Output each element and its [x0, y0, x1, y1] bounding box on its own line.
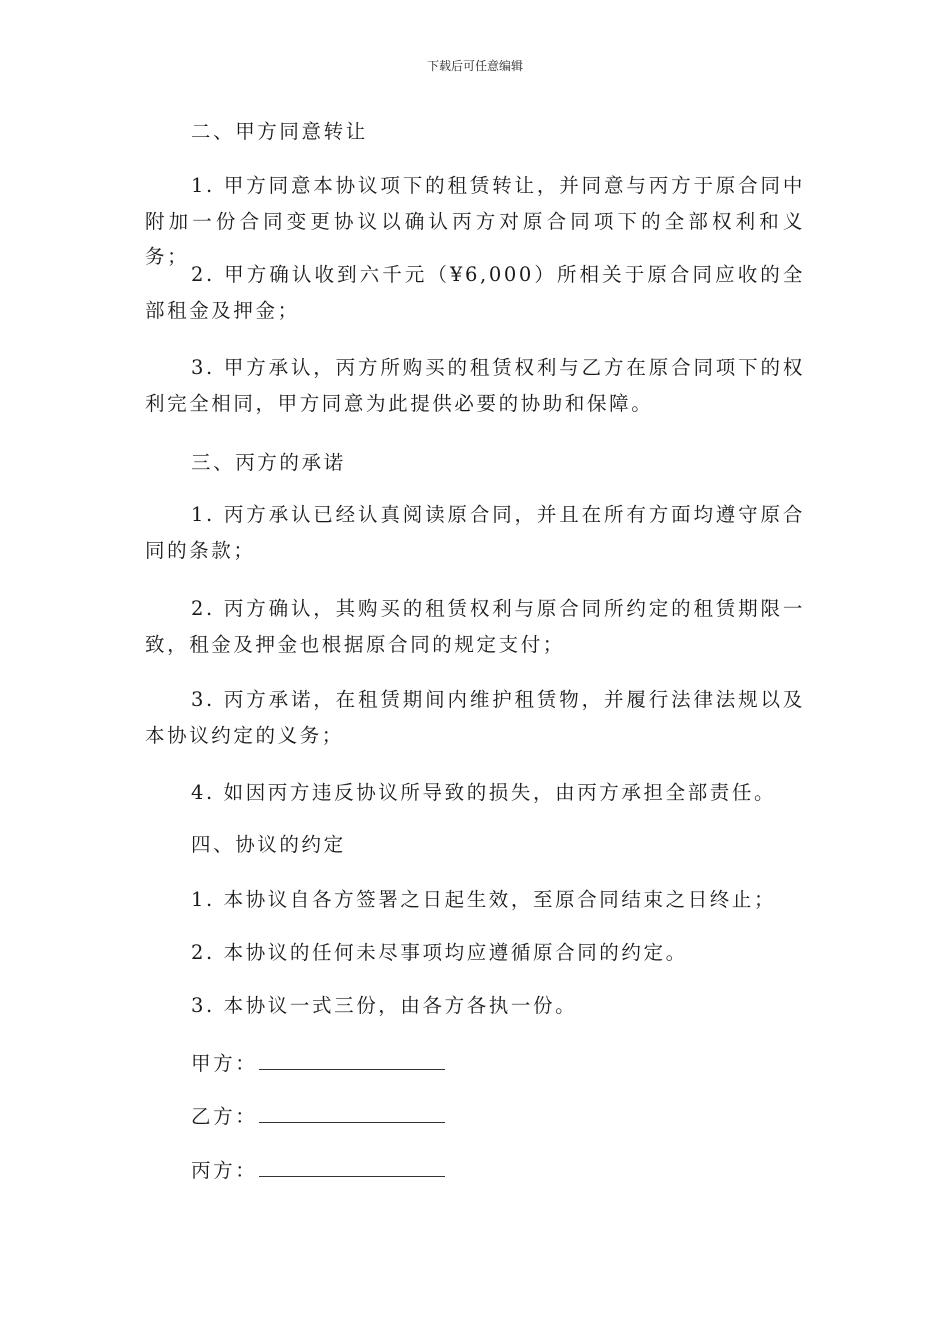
signature-label-b: 乙方：	[191, 1105, 258, 1128]
signature-line-b[interactable]	[259, 1104, 445, 1123]
signature-line-c[interactable]	[259, 1158, 445, 1177]
clause-2-2: 2. 甲方确认收到六千元（¥6,000）所相关于原合同应收的全部租金及押金；	[145, 263, 805, 322]
section-4-title: 四、协议的约定	[191, 833, 346, 856]
clause-3-2: 2. 丙方确认，其购买的租赁权利与原合同所约定的租赁期限一致，租金及押金也根据原合同的规定支付；	[145, 597, 805, 656]
clause-3-4: 4. 如因丙方违反协议所导致的损失，由丙方承担全部责任。	[191, 781, 777, 804]
section-2-title: 二、甲方同意转让	[191, 120, 368, 143]
clause-3-3: 3. 丙方承诺，在租赁期间内维护租赁物，并履行法律法规以及本协议约定的义务；	[145, 688, 805, 747]
clause-4-3: 3. 本协议一式三份，由各方各执一份。	[191, 994, 578, 1017]
signature-party-a	[191, 1049, 445, 1079]
clause-3-1: 1. 丙方承认已经认真阅读原合同，并且在所有方面均遵守原合同的条款；	[145, 503, 805, 562]
clause-4-2: 2. 本协议的任何未尽事项均应遵循原合同的约定。	[191, 941, 688, 964]
header-note: 下载后可任意编辑	[426, 59, 523, 73]
signature-label-a: 甲方：	[191, 1052, 258, 1075]
signature-party-c	[191, 1156, 445, 1186]
signature-line-a[interactable]	[259, 1051, 445, 1070]
section-3-title: 三、丙方的承诺	[191, 451, 346, 474]
signature-label-c: 丙方：	[191, 1159, 258, 1182]
clause-2-3: 3. 甲方承认，丙方所购买的租赁权利与乙方在原合同项下的权利完全相同，甲方同意为此提供必要的协助和保障。	[145, 356, 805, 415]
clause-2-1: 1. 甲方同意本协议项下的租赁转让，并同意与丙方于原合同中附加一份合同变更协议以确认丙方对原合同项下的全部权利和义务；	[145, 174, 805, 268]
signature-party-b	[191, 1102, 445, 1132]
clause-4-1: 1. 本协议自各方签署之日起生效，至原合同结束之日终止；	[191, 888, 777, 911]
